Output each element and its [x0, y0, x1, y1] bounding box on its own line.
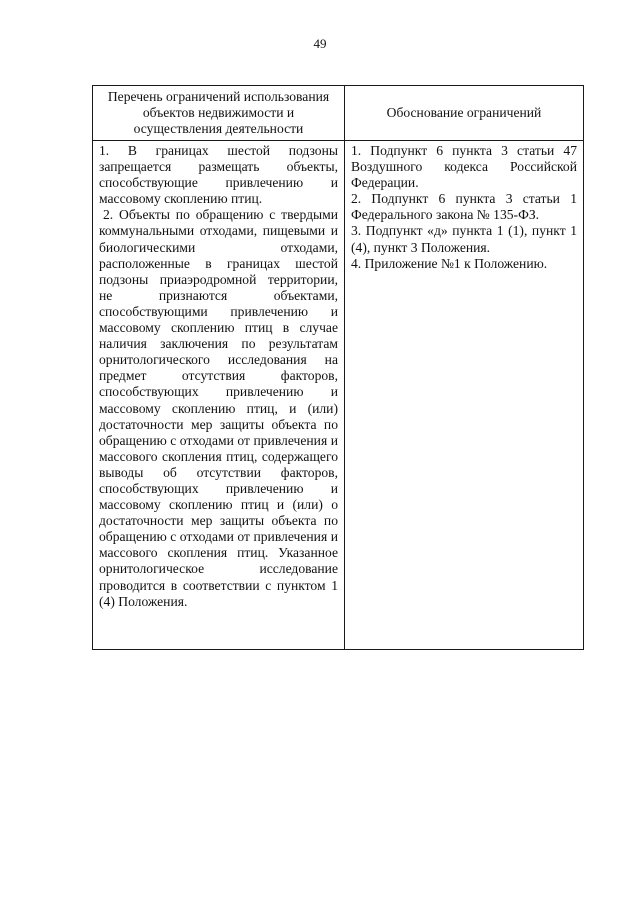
restrictions-table: [92, 85, 584, 650]
justification-item: 2. Подпункт 6 пункта 3 статьи 1 Федерального закона № 135-ФЗ.: [351, 191, 577, 223]
restriction-item: 1. В границах шестой подзоны запрещается размещать объекты, способствующие привлечению и массовому скоплению птиц.: [99, 143, 338, 207]
justification-item: 3. Подпункт «д» пункта 1 (1), пункт 1 (4), пункт 3 Положения.: [351, 223, 577, 255]
justification-item: 4. Приложение №1 к Положению.: [351, 255, 548, 271]
header-restrictions-list: Перечень ограничений использования объектов недвижимости и осуществления деятельности: [93, 86, 345, 141]
header-justification: Обоснование ограничений: [345, 86, 584, 141]
table-row: [93, 141, 584, 650]
table-header-row: [93, 86, 584, 141]
justifications-cell: [345, 141, 584, 650]
restriction-item: 2. Объекты по обращению с твердыми коммунальными отходами, пищевыми и биологическими отходами, расположенные в границах шестой подзоны приаэродромной территории, не признаются объектами, способствующими привлечению и массовому скоплению птиц в случае наличия заключения по результатам орнитологического исследования на предмет отсутствия факторов, способствующих привлечению и массовому скоплению птиц, и (или) достаточности мер защиты объекта по обращению с отходами от привлечения и массового скопления птиц, содержащего выводы об отсутствии факторов, способствующих привлечению и массовому скоплению птиц и (или) о достаточности мер защиты объекта по обращению с отходами от привлечения и массового скопления птиц. Указанное орнитологическое исследование проводится в соответствии с пунктом 1 (4) Положения.: [99, 207, 338, 609]
justification-item: 1. Подпункт 6 пункта 3 статьи 47 Воздушного кодекса Российской Федерации.: [351, 143, 577, 191]
page-number: 49: [313, 36, 327, 51]
restrictions-cell: [93, 141, 345, 650]
